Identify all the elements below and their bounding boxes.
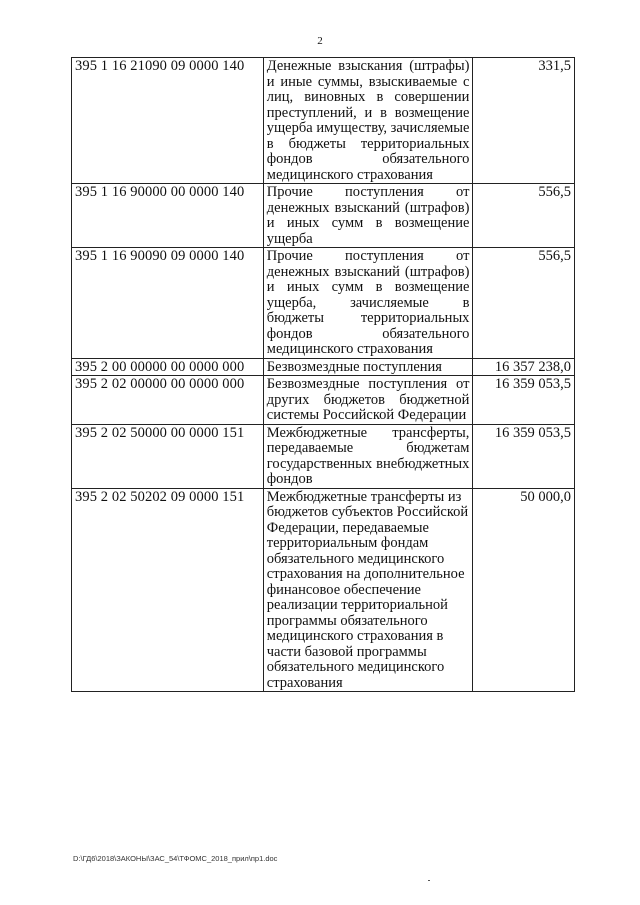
- budget-classification-code: 395 1 16 90090 09 0000 140: [72, 248, 264, 359]
- amount-value: 50 000,0: [473, 488, 575, 692]
- table-row: [72, 184, 575, 248]
- budget-classification-code: 395 2 02 50202 09 0000 151: [72, 488, 264, 692]
- budget-classification-code: 395 1 16 21090 09 0000 140: [72, 58, 264, 184]
- amount-value: 556,5: [473, 184, 575, 248]
- amount-value: 16 359 053,5: [473, 376, 575, 425]
- amount-value: 556,5: [473, 248, 575, 359]
- revenue-name: Денежные взыскания (штрафы) и иные суммы, взыскиваемые с лиц, виновных в совершении преступлений, и в возмещение ущерба имуществу, зачисляемые в бюджеты территориальных фондов обязательного медицинского страхования: [263, 58, 473, 184]
- revenue-name: Безвозмездные поступления от других бюджетов бюджетной системы Российской Федерации: [263, 376, 473, 425]
- revenue-name: Межбюджетные трансферты, передаваемые бюджетам государственных внебюджетных фондов: [263, 424, 473, 488]
- budget-revenue-table: [71, 57, 575, 692]
- amount-value: 16 359 053,5: [473, 424, 575, 488]
- table-row: [72, 58, 575, 184]
- table-row: [72, 248, 575, 359]
- budget-classification-code: 395 1 16 90000 00 0000 140: [72, 184, 264, 248]
- revenue-name: Прочие поступления от денежных взысканий (штрафов) и иных сумм в возмещение ущерба: [263, 184, 473, 248]
- scan-speck: [428, 880, 430, 881]
- revenue-name: Безвозмездные поступления: [263, 358, 473, 376]
- table-row: [72, 424, 575, 488]
- table-row: [72, 358, 575, 376]
- budget-classification-code: 395 2 00 00000 00 0000 000: [72, 358, 264, 376]
- footer-file-path: D:\ГД6\2018\ЗАКОНЫ\ЗАС_54\ТФОМС_2018_прил\пр1.doc: [73, 854, 278, 863]
- table-row: [72, 376, 575, 425]
- amount-value: 331,5: [473, 58, 575, 184]
- revenue-name: Межбюджетные трансферты из бюджетов субъектов Российской Федерации, передаваемые территориальным фондам обязательного медицинского страхования на дополнительное финансовое обеспечение реализации территориальной программы обязательного медицинского страхования в части базовой программы обязательного медицинского страхования: [263, 488, 473, 692]
- amount-value: 16 357 238,0: [473, 358, 575, 376]
- budget-classification-code: 395 2 02 50000 00 0000 151: [72, 424, 264, 488]
- table-row: [72, 488, 575, 692]
- budget-classification-code: 395 2 02 00000 00 0000 000: [72, 376, 264, 425]
- page-number: 2: [317, 35, 323, 47]
- revenue-name: Прочие поступления от денежных взысканий (штрафов) и иных сумм в возмещение ущерба, зачисляемые в бюджеты территориальных фондов обязательного медицинского страхования: [263, 248, 473, 359]
